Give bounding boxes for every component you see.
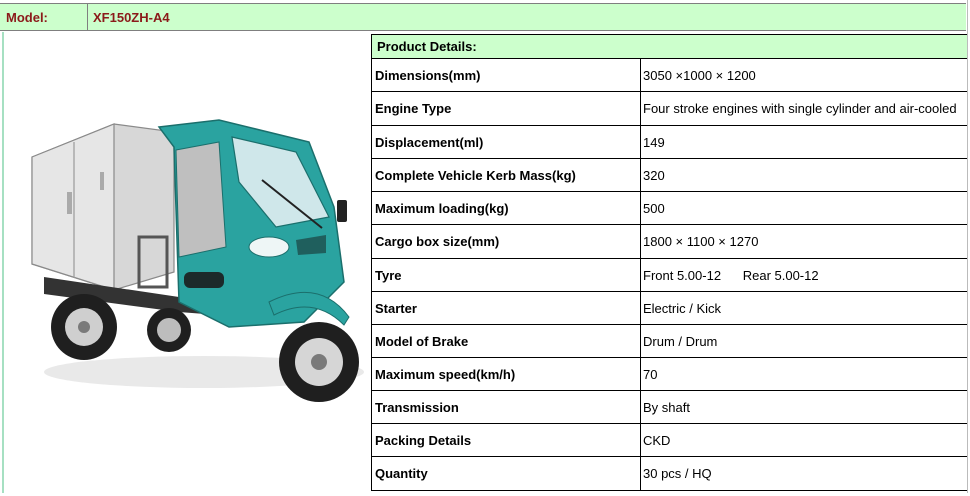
table-row — [372, 225, 967, 259]
product-details-table — [371, 34, 968, 491]
row-value[interactable]: 3050 ×1000 × 1200 — [643, 67, 756, 83]
rear-right-wheel — [147, 308, 191, 352]
headlight — [249, 237, 289, 257]
row-key[interactable]: Displacement(ml) — [372, 126, 641, 158]
product-image — [4, 32, 369, 491]
table-row — [372, 292, 967, 325]
row-key[interactable]: Starter — [372, 292, 641, 324]
table-row — [372, 92, 967, 126]
cabin-side-window — [176, 142, 226, 257]
row-key[interactable]: Engine Type — [372, 92, 641, 125]
table-row — [372, 424, 967, 457]
table-row — [372, 159, 967, 192]
seat — [184, 272, 224, 288]
row-value[interactable]: 320 — [643, 167, 665, 183]
row-key[interactable]: Dimensions(mm) — [372, 59, 641, 91]
row-key[interactable]: Transmission — [372, 391, 641, 423]
row-value[interactable]: CKD — [643, 432, 671, 448]
front-wheel — [279, 322, 359, 402]
row-value[interactable]: By shaft — [643, 399, 690, 415]
model-label[interactable]: Model: — [6, 10, 48, 25]
rear-left-wheel — [51, 294, 117, 360]
row-key[interactable]: Quantity — [372, 457, 641, 490]
table-row — [372, 325, 967, 358]
table-row — [372, 192, 967, 225]
row-value[interactable]: Four stroke engines with single cylinder and air-cooled — [643, 101, 957, 116]
row-key[interactable]: Packing Details — [372, 424, 641, 456]
table-row — [372, 59, 967, 92]
table-row — [372, 259, 967, 292]
row-key[interactable]: Maximum loading(kg) — [372, 192, 641, 224]
table-row — [372, 126, 967, 159]
sheet-right-edge — [967, 0, 968, 493]
table-row — [372, 391, 967, 424]
row-value[interactable]: 70 — [643, 366, 658, 382]
model-value[interactable]: XF150ZH-A4 — [93, 10, 170, 25]
row-value[interactable]: Drum / Drum — [643, 333, 718, 349]
cargo-box-door — [32, 124, 114, 290]
row-key[interactable]: Tyre — [372, 259, 641, 291]
row-value[interactable]: 1800 × 1100 × 1270 — [643, 234, 759, 249]
row-value[interactable]: 149 — [643, 134, 665, 150]
header-divider — [87, 4, 88, 30]
row-value[interactable]: 500 — [643, 200, 665, 216]
row-key[interactable]: Cargo box size(mm) — [372, 225, 641, 258]
row-key[interactable]: Complete Vehicle Kerb Mass(kg) — [372, 159, 641, 191]
details-title[interactable]: Product Details: — [372, 35, 967, 59]
model-header-row — [0, 3, 966, 31]
table-row — [372, 358, 967, 391]
row-value[interactable]: Front 5.00-12 Rear 5.00-12 — [643, 267, 819, 283]
row-value[interactable]: Electric / Kick — [643, 300, 722, 316]
table-row — [372, 457, 967, 490]
row-key[interactable]: Model of Brake — [372, 325, 641, 357]
row-value[interactable]: 30 pcs / HQ — [643, 466, 712, 481]
door-hinge — [100, 172, 104, 190]
door-handle — [67, 192, 72, 214]
cargo-tricycle-illustration — [4, 32, 369, 491]
side-mirror — [337, 200, 347, 222]
row-key[interactable]: Maximum speed(km/h) — [372, 358, 641, 390]
